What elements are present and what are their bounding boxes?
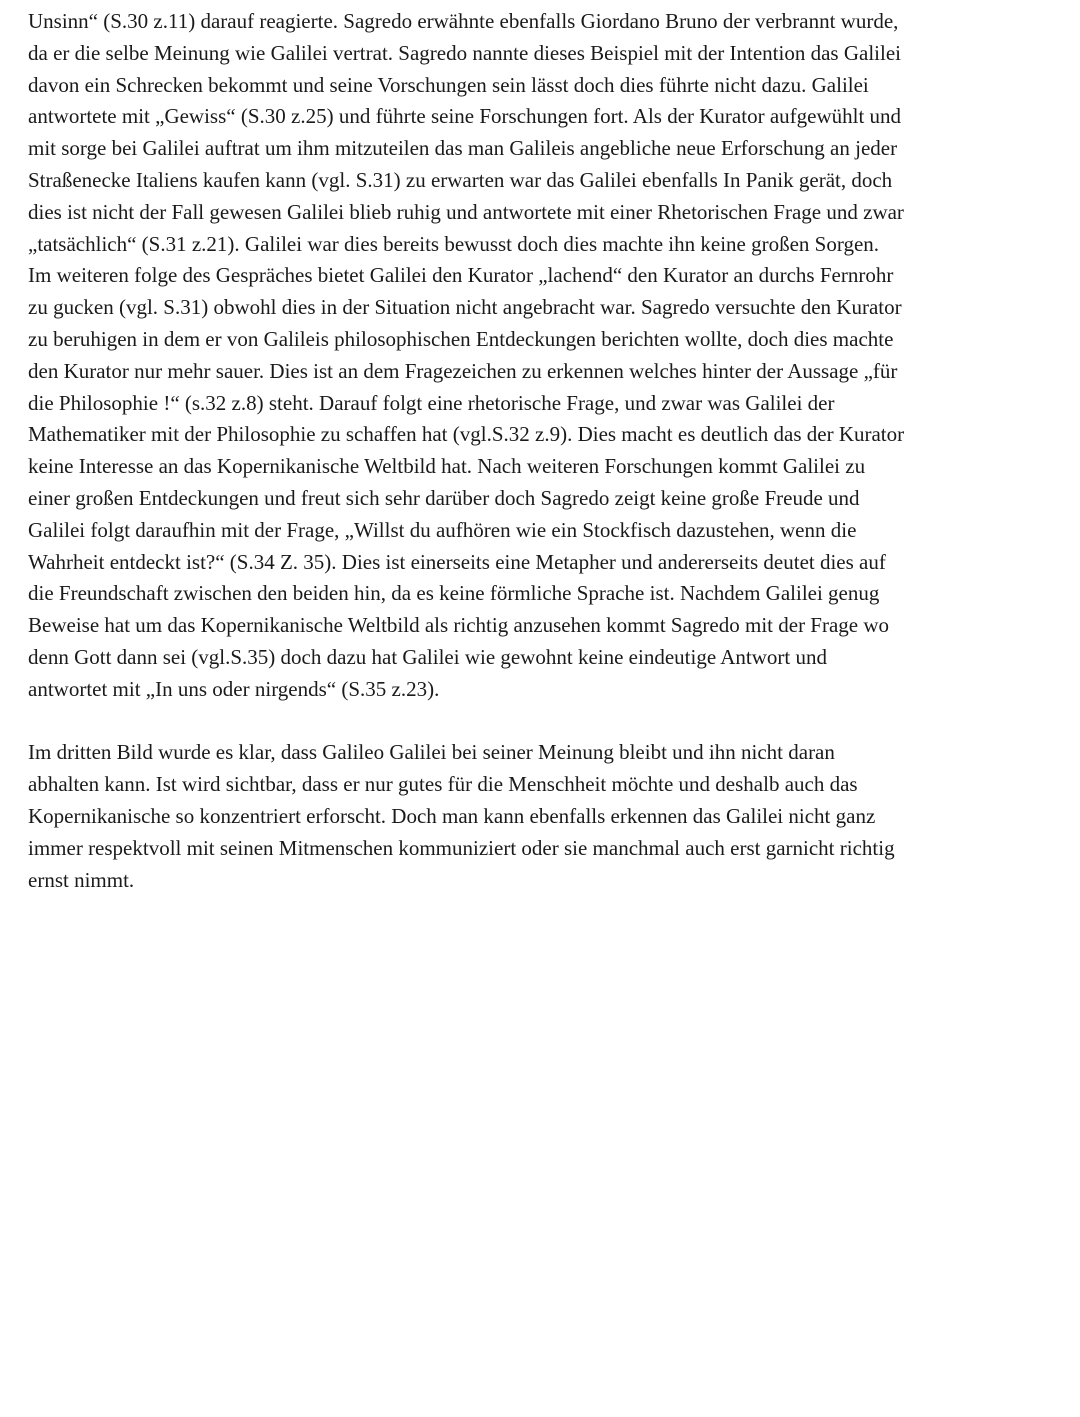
document-page	[28, 6, 1058, 896]
text-line: ernst nimmt.	[28, 867, 135, 892]
text-line: immer respektvoll mit seinen Mitmenschen kommuniziert oder sie manchmal auch erst garnicht richtig	[28, 835, 895, 860]
text-line: den Kurator nur mehr sauer. Dies ist an dem Fragezeichen zu erkennen welches hinter der Aussage „für	[28, 358, 898, 383]
text-line: zu gucken (vgl. S.31) obwohl dies in der Situation nicht angebracht war. Sagredo versuchte den Kurator	[28, 295, 902, 320]
text-line: keine Interesse an das Kopernikanische Weltbild hat. Nach weiteren Forschungen kommt Galilei zu	[28, 454, 866, 479]
text-line: Mathematiker mit der Philosophie zu schaffen hat (vgl.S.32 z.9). Dies macht es deutlich das der Kurator	[28, 422, 905, 447]
text-line: da er die selbe Meinung wie Galilei vertrat. Sagredo nannte dieses Beispiel mit der Intention das Galilei	[28, 40, 901, 65]
text-line: die Philosophie !“ (s.32 z.8) steht. Darauf folgt eine rhetorische Frage, und zwar was Galilei der	[28, 390, 835, 415]
text-line: Im dritten Bild wurde es klar, dass Galileo Galilei bei seiner Meinung bleibt und ihn nicht daran	[28, 740, 835, 765]
text-line: zu beruhigen in dem er von Galileis philosophischen Entdeckungen berichten wollte, doch dies machte	[28, 326, 894, 351]
text-line: denn Gott dann sei (vgl.S.35) doch dazu hat Galilei wie gewohnt keine eindeutige Antwort und	[28, 644, 827, 669]
text-line: die Freundschaft zwischen den beiden hin, da es keine förmliche Sprache ist. Nachdem Galilei genug	[28, 581, 880, 606]
text-line: antwortete mit „Gewiss“ (S.30 z.25) und führte seine Forschungen fort. Als der Kurator aufgewühlt und	[28, 104, 902, 129]
text-line: Unsinn“ (S.30 z.11) darauf reagierte. Sagredo erwähnte ebenfalls Giordano Bruno der verbrannt wurde,	[28, 9, 899, 33]
paragraph-spacer	[28, 706, 1058, 738]
text-line: davon ein Schrecken bekommt und seine Vorschungen sein lässt doch dies führte nicht dazu. Galilei	[28, 72, 869, 97]
paragraph-2	[28, 737, 1058, 896]
text-line: Im weiteren folge des Gespräches bietet Galilei den Kurator „lachend“ den Kurator an durchs Fernrohr	[28, 263, 894, 288]
text-line: Kopernikanische so konzentriert erforscht. Doch man kann ebenfalls erkennen das Galilei nicht ganz	[28, 803, 876, 828]
text-line: einer großen Entdeckungen und freut sich sehr darüber doch Sagredo zeigt keine große Freude und	[28, 485, 860, 510]
text-line: Beweise hat um das Kopernikanische Weltbild als richtig anzusehen kommt Sagredo mit der Frage wo	[28, 613, 890, 638]
paragraph-1	[28, 6, 1058, 706]
text-line: Galilei folgt daraufhin mit der Frage, „Willst du aufhören wie ein Stockfisch dazustehen, wenn die	[28, 517, 857, 542]
text-line: „tatsächlich“ (S.31 z.21). Galilei war dies bereits bewusst doch dies machte ihn keine großen Sorgen.	[28, 231, 880, 256]
text-line: dies ist nicht der Fall gewesen Galilei blieb ruhig und antwortete mit einer Rhetorischen Frage und zwar	[28, 199, 904, 224]
text-line: antwortet mit „In uns oder nirgends“ (S.35 z.23).	[28, 676, 440, 701]
text-line: mit sorge bei Galilei auftrat um ihm mitzuteilen das man Galileis angebliche neue Erforschung an jeder	[28, 136, 898, 161]
text-line: abhalten kann. Ist wird sichtbar, dass er nur gutes für die Menschheit möchte und deshalb auch das	[28, 772, 858, 797]
text-line: Wahrheit entdeckt ist?“ (S.34 Z. 35). Dies ist einerseits eine Metapher und andererseits deutet dies auf	[28, 549, 886, 574]
text-line: Straßenecke Italiens kaufen kann (vgl. S.31) zu erwarten war das Galilei ebenfalls In Panik gerät, doch	[28, 167, 893, 192]
